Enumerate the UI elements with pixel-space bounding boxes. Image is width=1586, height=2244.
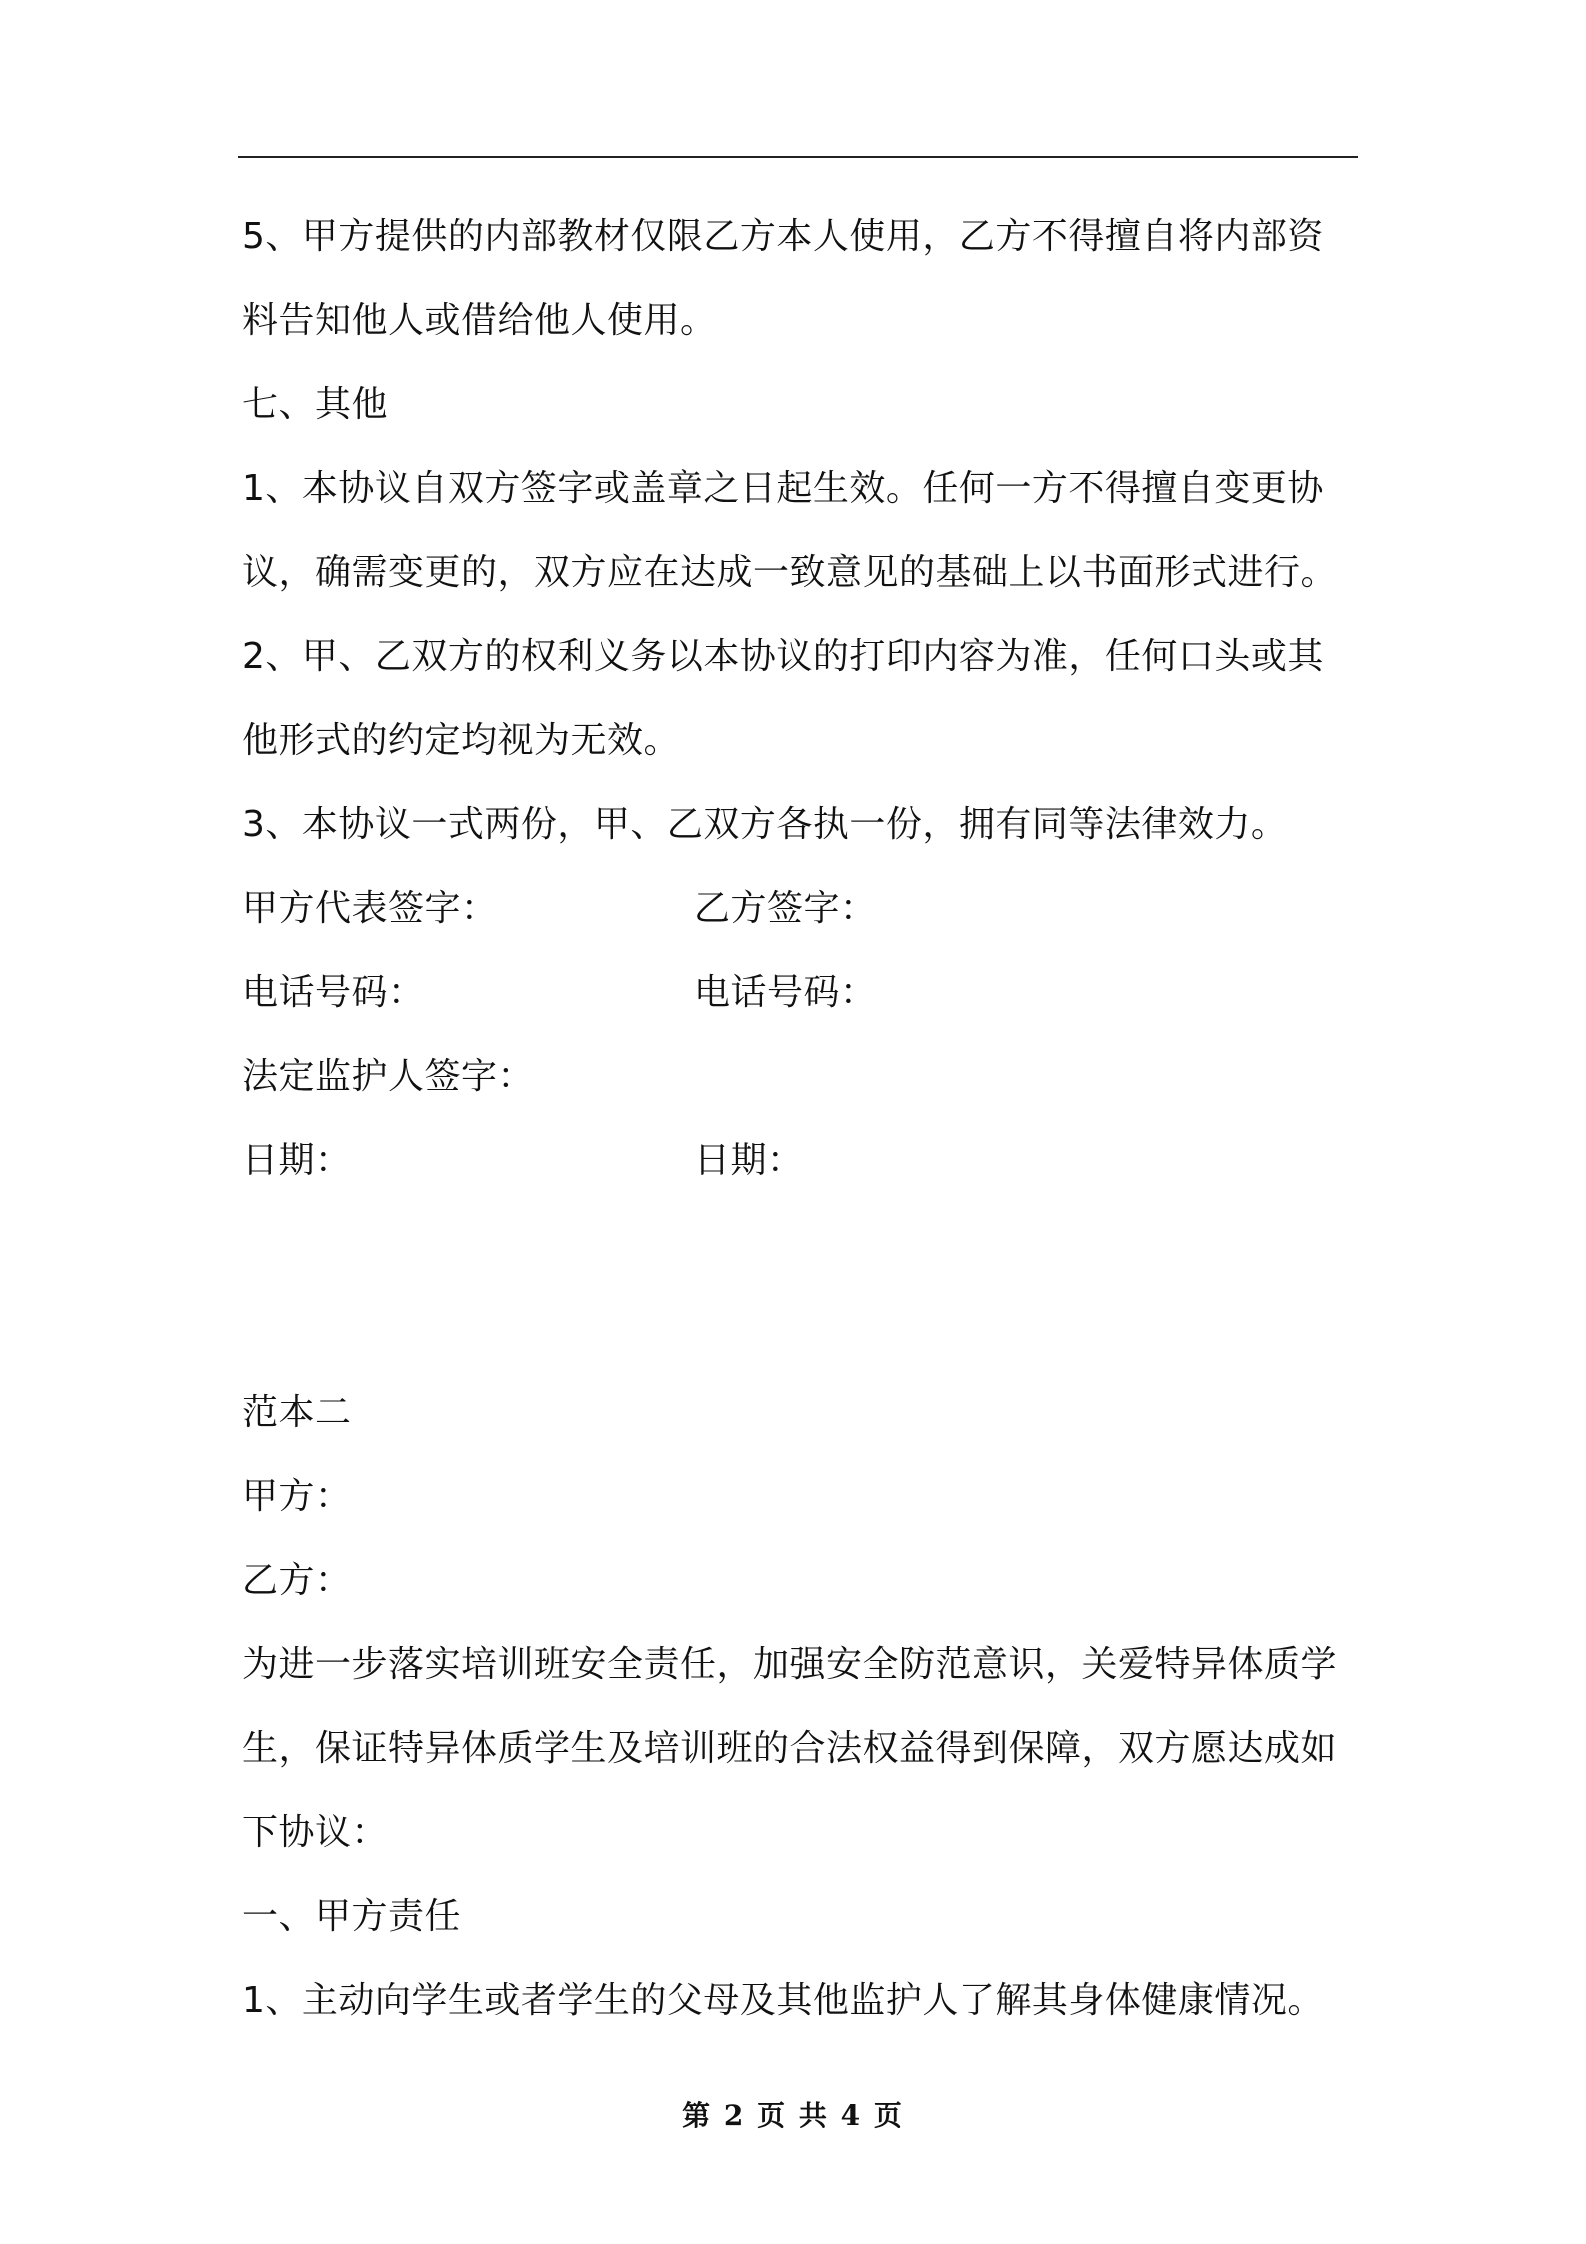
paragraph-line: 料告知他人或借给他人使用。 [242,300,717,341]
party-a-label: 甲方： [242,1476,352,1517]
paragraph-line: 为进一步落实培训班安全责任，加强安全防范意识，关爱特异体质学 [242,1644,1338,1685]
party-a-date-label: 日期： [242,1140,352,1181]
party-a-phone-label: 电话号码： [242,972,425,1013]
guardian-signature-label: 法定监护人签字： [242,1056,535,1097]
signature-row [242,867,1362,951]
party-b-date-label: 日期： [694,1140,804,1181]
paragraph-line: 2、甲、乙双方的权利义务以本协议的打印内容为准，任何口头或其 [242,636,1324,677]
party-b-label: 乙方： [242,1560,352,1601]
party-a-rep-signature-label: 甲方代表签字： [242,888,498,929]
paragraph-line: 他形式的约定均视为无效。 [242,720,681,761]
party-b-signature-label: 乙方签字： [694,888,877,929]
paragraph-line: 下协议： [242,1812,389,1853]
paragraph-line: 3、本协议一式两份，甲、乙双方各执一份，拥有同等法律效力。 [242,804,1288,845]
spacer [242,1203,1362,1371]
paragraph-line: 生，保证特异体质学生及培训班的合法权益得到保障，双方愿达成如 [242,1728,1338,1769]
phone-row [242,951,1362,1035]
paragraph-line: 5、甲方提供的内部教材仅限乙方本人使用，乙方不得擅自将内部资 [242,216,1324,257]
date-row [242,1119,1362,1203]
page-number: 第 2 页 共 4 页 [682,2099,904,2132]
template-title: 范本二 [242,1392,352,1433]
section-heading: 七、其他 [242,384,389,425]
paragraph-line: 1、主动向学生或者学生的父母及其他监护人了解其身体健康情况。 [242,1980,1324,2021]
paragraph-line: 1、本协议自双方签字或盖章之日起生效。任何一方不得擅自变更协 [242,468,1324,509]
party-b-phone-label: 电话号码： [694,972,877,1013]
header-rule [238,156,1358,158]
document-body [242,195,1362,2043]
section-heading: 一、甲方责任 [242,1896,462,1937]
paragraph-line: 议，确需变更的，双方应在达成一致意见的基础上以书面形式进行。 [242,552,1338,593]
